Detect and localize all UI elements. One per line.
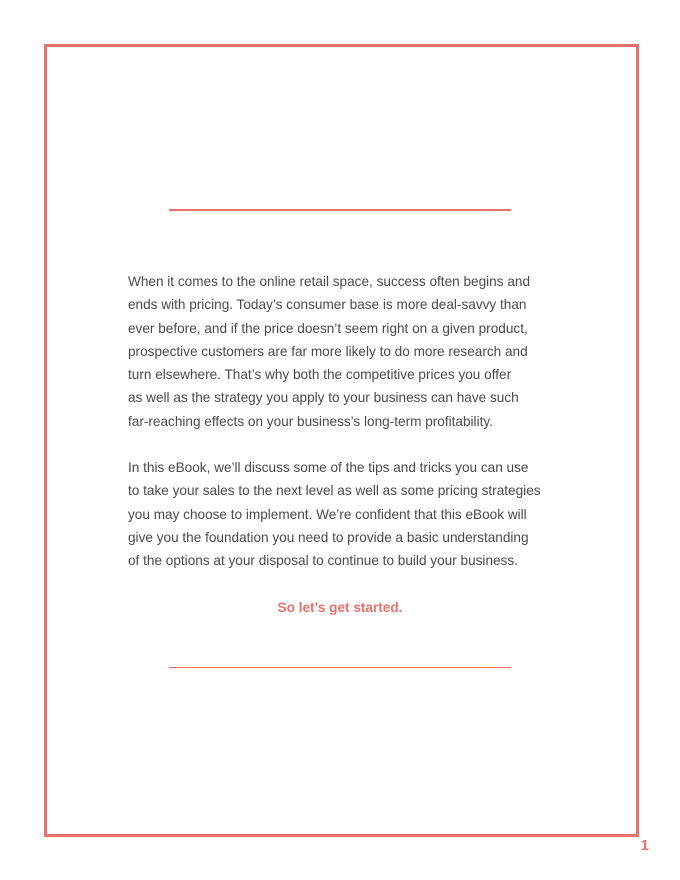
call-to-action: So let’s get started. (277, 600, 403, 615)
page-border (44, 44, 639, 837)
top-divider (169, 209, 511, 211)
intro-paragraph: When it comes to the online retail space, success often begins and ends with pricing. Today’s consumer base is more deal-savvy than ever before, and if the price doesn’t seem right on a given product, prospective customers are far more likely to do more research and turn elsewhere. That’s why both the competitive prices you offer as well as the strategy you apply to your business can have such far-reaching effects on your business’s long-term profitability. (128, 274, 530, 429)
page-number: 1 (640, 837, 649, 854)
ebook-overview-paragraph: In this eBook, we’ll discuss some of the tips and tricks you can use to take your sales to the next level as well as some pricing strategies you may choose to implement. We’re confident that this eBook will give you the foundation you need to provide a basic understanding of the options at your disposal to continue to build your business. (128, 460, 541, 569)
bottom-divider (169, 667, 511, 668)
